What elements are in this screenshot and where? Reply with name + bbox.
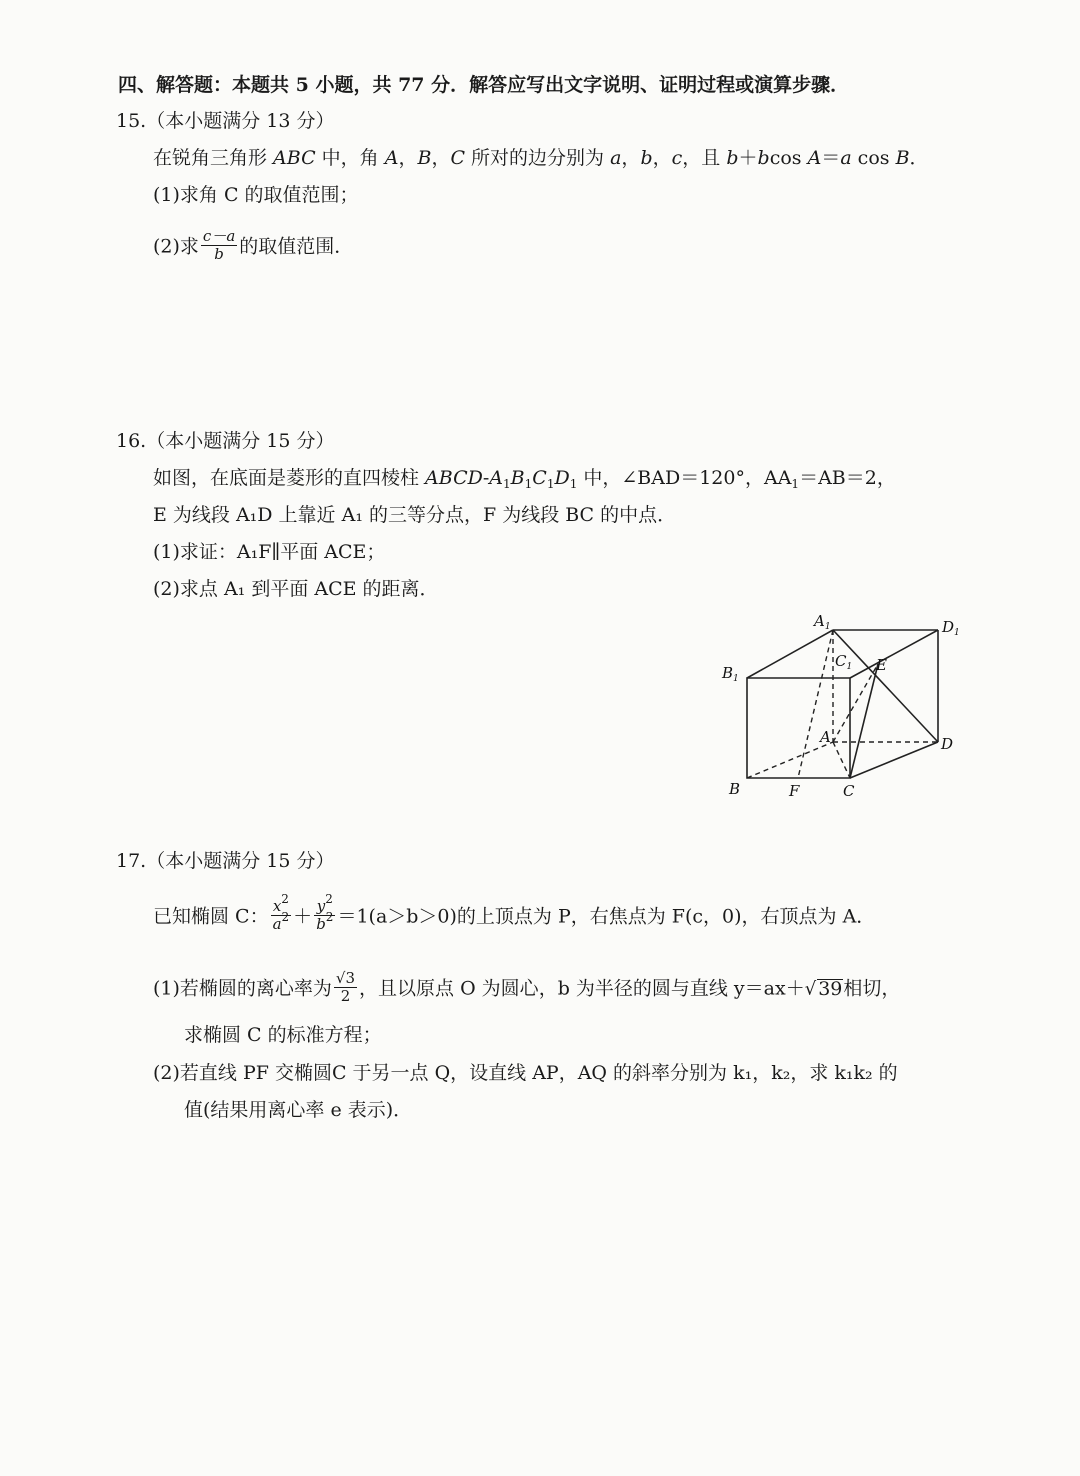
q15-points: （本小题满分 13 分）: [146, 110, 335, 132]
label-D1: $D_1$: [942, 618, 960, 638]
q15-stem: 在锐角三角形 ABC 中，角 A，B，C 所对的边分别为 a，b，c，且 b＋bcos A＝a cos B．: [153, 147, 929, 169]
label-E: E: [876, 656, 887, 674]
prism-figure: [715, 608, 975, 808]
q16-line1: 如图，在底面是菱形的直四棱柱 ABCD-$A_1B_1C_1D_1$ 中，∠BAD＝120°，$AA_1=AB=2$，: [153, 467, 896, 491]
prism-labels: [721, 612, 960, 800]
q17-points: （本小题满分 15 分）: [146, 850, 335, 872]
label-C: C: [843, 782, 855, 800]
segment-A1D: [833, 630, 938, 742]
segment-A1F-hidden: [798, 630, 833, 778]
q16-points: （本小题满分 15 分）: [146, 430, 335, 452]
q16-number: 16.: [116, 430, 147, 452]
q16-heading: [116, 428, 334, 454]
label-A1: $A_1$: [814, 612, 831, 632]
q16-line2: E 为线段 A₁D 上靠近 A₁ 的三等分点，F 为线段 BC 的中点．: [153, 504, 677, 526]
q15-heading: [116, 108, 334, 134]
q17-frac-x: $\frac{x^2}{a^2}$: [272, 892, 290, 933]
q17-number: 17.: [116, 850, 147, 872]
label-C1: $C_1$: [835, 652, 853, 672]
front-face: [747, 678, 850, 778]
edge-B1A1: [747, 630, 833, 678]
q17-part1-line2: 求椭圆 C 的标准方程；: [184, 1024, 382, 1046]
q17-line1: 已知椭圆 C： $\frac{x^2}{a^2}$ ＋ $\frac{y^2}{b^2}$ ＝1(a＞b＞0)的上顶点为 P，右焦点为 F(c，0)，右顶点为 A．: [153, 892, 876, 933]
q17-heading: [116, 848, 334, 874]
q15-number: 15.: [116, 110, 147, 132]
q15-fraction: $\frac{c-a}{b}$: [202, 227, 236, 263]
edge-C1D1: [850, 630, 938, 678]
edge-BA-hidden: [747, 742, 833, 778]
q17-part1: (1)若椭圆的离心率为 $\frac{√3}{2}$ ，且以原点 O 为圆心，b 为半径的圆与直线 y＝ax＋√ 39相切，: [153, 969, 901, 1005]
label-D: D: [941, 735, 954, 753]
label-A: A: [820, 728, 831, 746]
q17-part2-line2: 值(结果用离心率 e 表示)．: [184, 1099, 413, 1121]
q17-part2-line1: (2)若直线 PF 交椭圆C 于另一点 Q，设直线 AP，AQ 的斜率分别为 k₁，k₂，求 k₁k₂ 的: [153, 1062, 898, 1084]
q16-part2: (2)求点 A₁ 到平面 ACE 的距离．: [153, 578, 439, 600]
label-B1: $B_1$: [722, 664, 739, 684]
q15-part1: (1)求角 C 的取值范围；: [153, 184, 359, 206]
segment-CE: [850, 664, 878, 778]
q17-frac-y: $\frac{y^2}{b^2}$: [316, 892, 334, 933]
q16-part1: (1)求证：A₁F∥平面 ACE；: [153, 541, 386, 563]
edge-CD: [850, 742, 938, 778]
edge-AC-hidden: [833, 742, 850, 778]
label-B: B: [729, 780, 741, 798]
q17-ecc-fraction: $\frac{√3}{2}$: [335, 969, 356, 1005]
section-header: 四、解答题：本题共 5 小题，共 77 分．解答应写出文字说明、证明过程或演算步骤．: [118, 74, 850, 96]
q15-part2: (2)求 $\frac{c-a}{b}$ 的取值范围．: [153, 227, 354, 263]
label-F: F: [789, 782, 800, 800]
